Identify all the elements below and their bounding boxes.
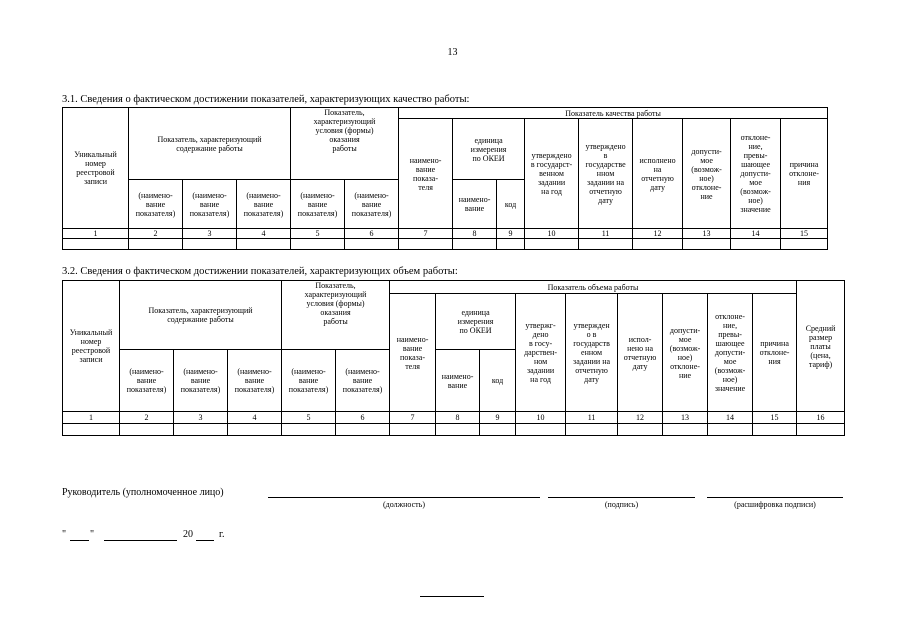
table-cell[interactable] xyxy=(663,424,708,436)
header-text-line: показателя) xyxy=(126,385,167,394)
header-text-line: значение xyxy=(740,205,771,214)
header-text-line: задании xyxy=(526,366,555,375)
header-text-line: измерения xyxy=(470,144,507,154)
header-text-line: отчетную xyxy=(589,187,622,196)
section-1-title: 3.1. Сведения о фактическом достижении показателей, характеризующих качество работы: xyxy=(62,94,470,105)
sub-indicator-name xyxy=(228,350,282,412)
header-text-line: (цена, xyxy=(810,350,831,360)
table-cell[interactable] xyxy=(797,424,845,436)
sub-indicator-name xyxy=(120,350,174,412)
header-text-line: вание xyxy=(136,376,157,385)
table-cell[interactable] xyxy=(753,424,797,436)
header-text-line: ние xyxy=(700,191,713,201)
table-cell[interactable] xyxy=(336,424,390,436)
date-year-line[interactable] xyxy=(196,540,214,541)
header-text-line: записи xyxy=(84,177,107,186)
header-text-line: дату xyxy=(632,361,648,371)
column-number: 10 xyxy=(525,229,579,239)
sub-indicator-name xyxy=(291,180,345,229)
unit-header xyxy=(436,294,516,350)
table-cell[interactable] xyxy=(618,424,663,436)
header-text-line: на год xyxy=(541,187,562,196)
sub-indicator-name xyxy=(237,180,291,229)
header-text-line: ние xyxy=(678,370,692,380)
column-number: 9 xyxy=(497,229,525,239)
table-cell[interactable] xyxy=(579,239,633,250)
column-number: 1 xyxy=(63,412,120,424)
column-number: 1 xyxy=(63,229,129,239)
table-cell[interactable] xyxy=(63,239,129,250)
header-text-line: ное) xyxy=(677,352,693,362)
column-number: 6 xyxy=(336,412,390,424)
content-indicator-header xyxy=(120,281,282,350)
table-cell[interactable] xyxy=(708,424,753,436)
column-number: 8 xyxy=(436,412,480,424)
table-cell[interactable] xyxy=(497,239,525,250)
header-text-line: номер xyxy=(80,337,102,346)
header-text-line: работы xyxy=(323,317,348,326)
table-cell[interactable] xyxy=(731,239,781,250)
header-text-line: задании на xyxy=(587,178,625,187)
header-text-line: (возмож- xyxy=(669,343,701,353)
table-row xyxy=(63,424,845,436)
sub-indicator-name xyxy=(282,350,336,412)
header-text-line: вание xyxy=(402,343,423,353)
header-text-line: (возмож- xyxy=(714,366,746,375)
table-cell[interactable] xyxy=(781,239,828,250)
header-text-line: платы xyxy=(810,341,831,351)
deviation-reason-header xyxy=(753,294,797,412)
header-text-line: Показатель, xyxy=(315,281,356,290)
header-text-line: исполнено xyxy=(639,155,676,165)
header-text-line: (наимено- xyxy=(192,190,227,200)
header-text-line: показателя) xyxy=(234,385,275,394)
header-text-line: содержание работы xyxy=(167,315,234,324)
column-number: 12 xyxy=(633,229,683,239)
header-text-line: теля xyxy=(418,182,433,192)
table-cell[interactable] xyxy=(345,239,399,250)
header-text-line: допусти- xyxy=(740,169,771,178)
header-text-line: в госу- xyxy=(528,339,553,348)
table-cell[interactable] xyxy=(174,424,228,436)
header-text-line: показателя) xyxy=(297,208,338,218)
header-text-line: венном xyxy=(539,169,564,178)
page-number: 13 xyxy=(447,47,458,58)
column-number: 2 xyxy=(120,412,174,424)
header-text-line: тариф) xyxy=(808,359,833,369)
header-text-line: (наимено- xyxy=(300,190,335,200)
header-text-line: ном xyxy=(533,357,548,366)
column-number: 13 xyxy=(663,412,708,424)
decode-caption: (расшифровка подписи) xyxy=(734,500,816,509)
header-text-line: (возмож- xyxy=(740,187,771,196)
column-number: 4 xyxy=(228,412,282,424)
table-cell[interactable] xyxy=(390,424,436,436)
table-row xyxy=(63,239,828,250)
header-text-line: допусти- xyxy=(691,146,722,156)
header-text-line: значение xyxy=(714,384,746,393)
footnote-separator xyxy=(420,596,484,597)
section-2-title: 3.2. Сведения о фактическом достижении показателей, характеризующих объем работы: xyxy=(62,266,458,277)
header-text-line: отклоне- xyxy=(789,169,819,178)
header-text-line: вание xyxy=(464,204,485,213)
header-text-line: нном xyxy=(596,169,615,178)
header-text-line: (наимено- xyxy=(237,367,272,376)
sub-indicator-name xyxy=(174,350,228,412)
header-text-line: (возмож- xyxy=(691,164,722,174)
header-text-line: отклоне- xyxy=(715,312,745,321)
header-text-line: мое xyxy=(678,334,692,344)
header-text-line: причина xyxy=(760,339,789,348)
header-text-line: дату xyxy=(584,375,599,384)
header-text-line: ния xyxy=(768,357,781,366)
header-text-line: задании xyxy=(537,178,566,187)
header-text-line: записи xyxy=(79,355,103,364)
table-cell[interactable] xyxy=(436,424,480,436)
header-text-line: (наимено- xyxy=(183,367,218,376)
approved-state-header xyxy=(516,294,566,412)
header-text-line: ние, xyxy=(748,142,763,151)
header-text-line: вание xyxy=(244,376,265,385)
decode-line[interactable] xyxy=(707,497,843,498)
header-text-line: превы- xyxy=(743,151,768,160)
header-text-line: в государст- xyxy=(530,160,573,169)
column-number: 13 xyxy=(683,229,731,239)
table-cell[interactable] xyxy=(228,424,282,436)
column-number: 5 xyxy=(291,229,345,239)
header-text-line: содержание работы xyxy=(176,143,243,153)
sub-indicator-name xyxy=(183,180,237,229)
header-text-line: по ОКЕИ xyxy=(472,153,505,163)
header-text-line: задании на xyxy=(573,357,611,366)
header-text-line: показателя) xyxy=(189,208,230,218)
column-number: 16 xyxy=(797,412,845,424)
header-text-line: характеризующий xyxy=(304,290,367,299)
quality-table xyxy=(62,107,828,250)
header-text-line: утверждено xyxy=(585,142,626,151)
column-number: 5 xyxy=(282,412,336,424)
header-text-line: оказания xyxy=(320,308,351,317)
column-number: 4 xyxy=(237,229,291,239)
column-number: 9 xyxy=(480,412,516,424)
indicator-name-header xyxy=(399,119,453,229)
header-text-line: показа- xyxy=(400,352,426,362)
header-text-line: Показатель, xyxy=(324,108,365,117)
approved-date-header xyxy=(579,119,633,229)
header-text-line: (наимено- xyxy=(345,367,380,376)
header-text-line: Уникальный xyxy=(69,328,113,337)
header-text-line: вание xyxy=(415,164,436,174)
header-text-line: дату xyxy=(650,182,665,192)
header-text-line: отклоне- xyxy=(691,182,722,192)
header-text-line: государств xyxy=(573,339,610,348)
header-text-line: отчетную xyxy=(623,352,657,362)
unit-name-header xyxy=(453,180,497,229)
header-text-line: ние, xyxy=(722,321,738,330)
header-text-line: наимено- xyxy=(441,371,474,381)
signature-line[interactable] xyxy=(548,497,695,498)
header-text-line: утверждено xyxy=(531,151,572,160)
unit-header xyxy=(453,119,525,180)
header-text-line: дарствен- xyxy=(524,348,557,357)
header-text-line: превы- xyxy=(718,330,742,339)
sub-indicator-name xyxy=(345,180,399,229)
executed-header xyxy=(633,119,683,229)
column-number: 7 xyxy=(399,229,453,239)
executed-header xyxy=(618,294,663,412)
approved-state-header xyxy=(525,119,579,229)
header-text-line: показателя) xyxy=(351,208,392,218)
header-text-line: о в xyxy=(586,330,597,339)
table-cell[interactable] xyxy=(480,424,516,436)
header-text-line: шающее xyxy=(715,339,745,348)
table-cell[interactable] xyxy=(120,424,174,436)
column-number: 11 xyxy=(579,229,633,239)
header-text-line: ния xyxy=(797,178,811,187)
header-text-line: утвержг- xyxy=(525,321,556,330)
header-text-line: условия (формы) xyxy=(306,299,365,308)
header-text-line: размер xyxy=(808,332,833,342)
header-text-line: мое xyxy=(749,178,762,187)
header-text-line: Средний xyxy=(805,323,836,333)
header-text-line: отклоне- xyxy=(670,361,700,371)
date-day-line[interactable] xyxy=(70,540,89,541)
content-indicator-header xyxy=(129,108,291,180)
signature-caption: (подпись) xyxy=(604,500,639,509)
header-text-line: государстве xyxy=(585,160,626,169)
deviation-reason-header xyxy=(781,119,828,229)
header-text-line: ное) xyxy=(748,196,763,205)
header-text-line: вание xyxy=(447,380,468,390)
column-number: 3 xyxy=(174,412,228,424)
header-text-line: работы xyxy=(332,144,357,153)
unit-code-header: код xyxy=(497,180,525,229)
header-text-line: единица xyxy=(474,135,503,145)
column-number: 6 xyxy=(345,229,399,239)
average-payment-header xyxy=(797,281,845,412)
column-number: 7 xyxy=(390,412,436,424)
table-cell[interactable] xyxy=(282,424,336,436)
header-text-line: отклоне- xyxy=(740,133,771,142)
volume-table xyxy=(62,280,845,436)
header-text-line: единица xyxy=(461,308,490,317)
conditions-indicator-header xyxy=(291,108,399,180)
header-text-line: испол- xyxy=(628,334,652,344)
header-text-line: вание xyxy=(199,199,220,209)
header-text-line: (наимено- xyxy=(354,190,389,200)
header-text-line: вание xyxy=(253,199,274,209)
conditions-indicator-header xyxy=(282,281,390,350)
header-text-line: наимено- xyxy=(396,334,429,344)
column-number: 11 xyxy=(566,412,618,424)
header-text-line: вание xyxy=(190,376,211,385)
table-cell[interactable] xyxy=(566,424,618,436)
unique-number-header xyxy=(63,281,120,412)
column-number: 3 xyxy=(183,229,237,239)
header-text-line: в xyxy=(603,151,608,160)
header-text-line: Показатель, характеризующий xyxy=(148,306,253,315)
header-text-line: ное) xyxy=(699,173,714,183)
date-month-line[interactable] xyxy=(104,540,177,541)
header-text-line: оказания xyxy=(329,135,360,144)
header-text-line: причина xyxy=(789,160,819,169)
header-text-line: показателя) xyxy=(180,385,221,394)
header-text-line: наимено- xyxy=(409,155,442,165)
header-text-line: шающее xyxy=(741,160,771,169)
header-text-line: допусти- xyxy=(714,348,746,357)
column-number: 10 xyxy=(516,412,566,424)
table-cell[interactable] xyxy=(291,239,345,250)
allowed-deviation-header xyxy=(683,119,731,229)
header-text-line: дено xyxy=(532,330,549,339)
header-text-line: отклоне- xyxy=(759,348,790,357)
header-text-line: условия (формы) xyxy=(315,126,374,135)
sub-indicator-name xyxy=(336,350,390,412)
date-open-quote: " xyxy=(62,529,67,540)
position-caption: (должность) xyxy=(383,500,425,509)
head-label: Руководитель (уполномоченное лицо) xyxy=(62,487,224,498)
indicator-name-header xyxy=(390,294,436,412)
header-text-line: вание xyxy=(298,376,319,385)
column-number-row xyxy=(63,229,828,239)
table-cell[interactable] xyxy=(633,239,683,250)
column-number: 14 xyxy=(708,412,753,424)
approved-date-header xyxy=(566,294,618,412)
header-text-line: отчетную xyxy=(641,173,674,183)
header-text-line: по ОКЕИ xyxy=(459,326,492,335)
header-text-line: отчетную xyxy=(575,366,608,375)
header-text-line: характеризующий xyxy=(313,117,376,126)
header-text-line: вание xyxy=(361,199,382,209)
exceeding-deviation-header xyxy=(731,119,781,229)
unit-name-header xyxy=(436,350,480,412)
allowed-deviation-header xyxy=(663,294,708,412)
column-number: 2 xyxy=(129,229,183,239)
unique-number-header xyxy=(63,108,129,229)
quality-indicator-header: Показатель качества работы xyxy=(399,108,828,119)
header-text-line: (наимено- xyxy=(291,367,326,376)
table-cell[interactable] xyxy=(399,239,453,250)
header-text-line: показателя) xyxy=(135,208,176,218)
header-text-line: (наимено- xyxy=(246,190,281,200)
header-text-line: реестровой xyxy=(76,168,115,177)
header-text-line: дату xyxy=(598,196,613,205)
date-year-suffix: г. xyxy=(219,529,225,540)
header-text-line: мое xyxy=(723,357,737,366)
column-number: 15 xyxy=(781,229,828,239)
header-text-line: Уникальный xyxy=(74,150,117,159)
header-text-line: измерения xyxy=(457,317,494,326)
header-text-line: показа- xyxy=(413,173,439,183)
header-text-line: номер xyxy=(85,159,106,168)
volume-indicator-header: Показатель объема работы xyxy=(390,281,797,294)
header-text-line: вание xyxy=(352,376,373,385)
header-text-line: нено на xyxy=(627,343,654,353)
header-text-line: показателя) xyxy=(342,385,383,394)
header-text-line: утвержден xyxy=(573,321,610,330)
unit-code-header: код xyxy=(480,350,516,412)
header-text-line: (наимено- xyxy=(129,367,164,376)
header-text-line: вание xyxy=(307,199,328,209)
column-number: 12 xyxy=(618,412,663,424)
date-year-prefix: 20 xyxy=(183,529,193,540)
header-text-line: мое xyxy=(700,155,713,165)
header-text-line: вание xyxy=(145,199,166,209)
table-cell[interactable] xyxy=(183,239,237,250)
header-text-line: реестровой xyxy=(71,346,111,355)
column-number: 8 xyxy=(453,229,497,239)
table-cell[interactable] xyxy=(516,424,566,436)
header-text-line: Показатель, характеризующий xyxy=(157,134,262,144)
header-text-line: теля xyxy=(405,361,420,371)
exceeding-deviation-header xyxy=(708,294,753,412)
table-cell[interactable] xyxy=(683,239,731,250)
table-cell[interactable] xyxy=(453,239,497,250)
table-cell[interactable] xyxy=(525,239,579,250)
header-text-line: наимено- xyxy=(458,195,491,204)
table-cell[interactable] xyxy=(63,424,120,436)
header-text-line: на xyxy=(653,164,662,174)
header-text-line: ное) xyxy=(722,375,738,384)
header-text-line: (наимено- xyxy=(138,190,173,200)
date-close-quote: " xyxy=(90,529,95,540)
header-text-line: енном xyxy=(581,348,603,357)
header-text-line: показателя) xyxy=(243,208,284,218)
header-text-line: допусти- xyxy=(669,325,701,335)
column-number-row xyxy=(63,412,845,424)
header-text-line: показателя) xyxy=(288,385,329,394)
table-cell[interactable] xyxy=(129,239,183,250)
header-text-line: на год xyxy=(530,375,551,384)
column-number: 15 xyxy=(753,412,797,424)
sub-indicator-name xyxy=(129,180,183,229)
column-number: 14 xyxy=(731,229,781,239)
table-cell[interactable] xyxy=(237,239,291,250)
position-line[interactable] xyxy=(268,497,540,498)
